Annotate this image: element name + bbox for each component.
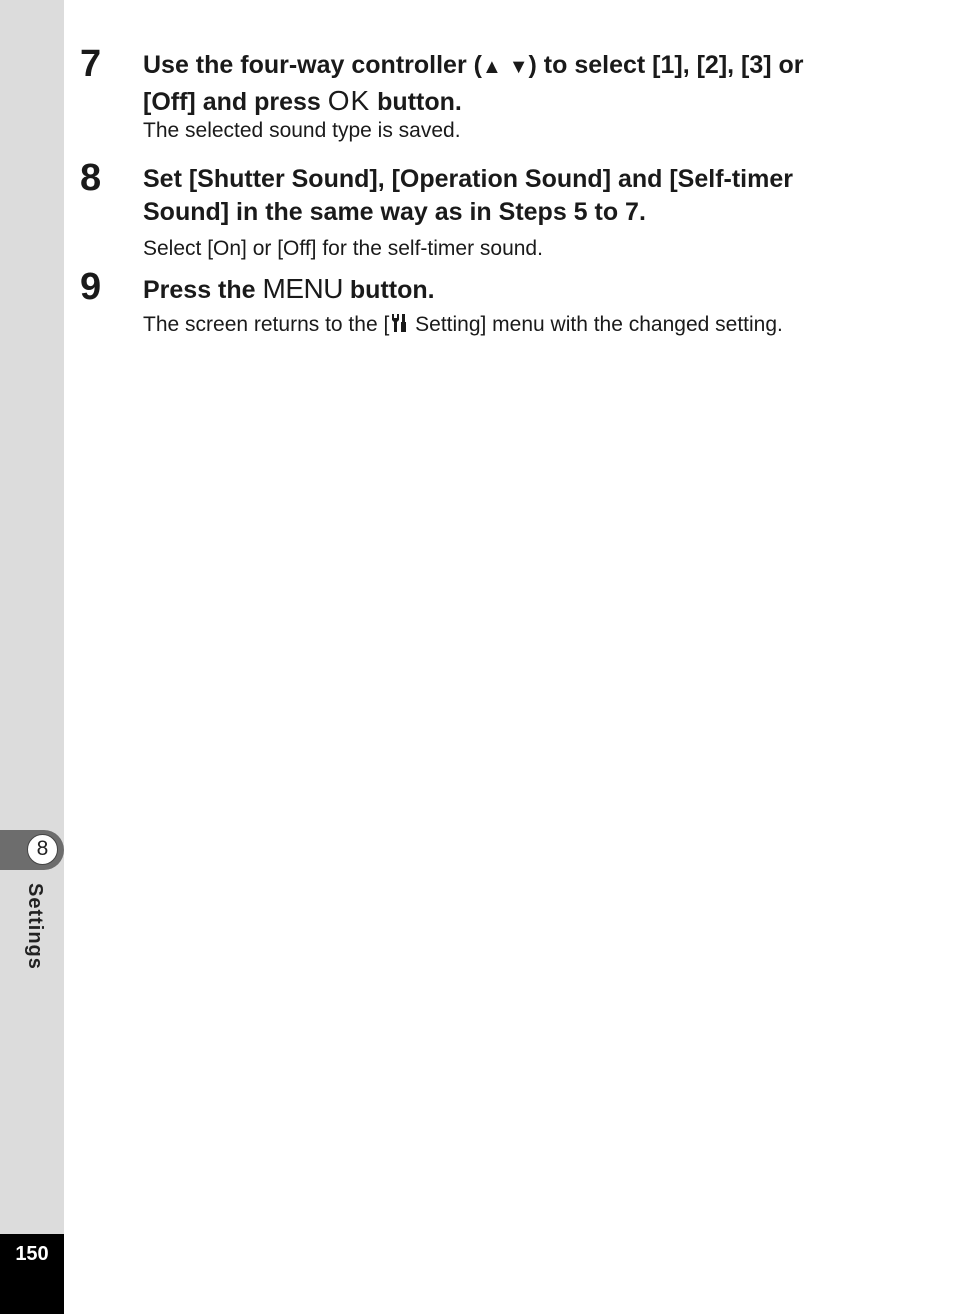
step-8-heading [143,163,923,229]
step-7-heading [143,49,903,119]
section-label: Settings [24,883,46,970]
step-9-number: 9 [80,266,102,308]
step-7-body: The selected sound type is saved. [143,119,461,142]
step-7-heading-text: ) to select [1], [2], [3] or [528,51,804,79]
step-8-body: Select [On] or [Off] for the self-timer sound. [143,237,543,260]
wrench-icon [389,312,409,341]
step-7-heading-text: button. [370,88,462,116]
step-7-heading-text: [Off] and press [143,88,328,116]
step-8-heading-text: Sound] in the same way as in Steps 5 to 7. [143,198,646,226]
step-9-body-text: Setting] menu with the changed setting. [409,313,783,336]
chapter-number: 8 [27,834,58,865]
step-9-heading-text: button. [342,276,435,304]
step-9-heading-text: Press the [143,276,263,304]
up-arrow-icon: ▲ [481,56,502,78]
ok-button-icon: OK [327,85,371,116]
chapter-sidebar [0,0,64,1314]
step-8-number: 8 [80,157,102,199]
step-9-body-text: The screen returns to the [ [143,313,390,336]
page-number: 150 [15,1243,49,1265]
step-7-number: 7 [80,43,102,85]
step-7-heading-text: Use the four-way controller ( [143,51,482,79]
menu-button-icon: MENU [262,273,343,304]
down-arrow-icon: ▼ [508,56,529,78]
step-8-heading-text: Set [Shutter Sound], [Operation Sound] and [Self-timer [143,165,793,193]
step-9-body [143,312,933,341]
step-9-heading [143,272,903,307]
